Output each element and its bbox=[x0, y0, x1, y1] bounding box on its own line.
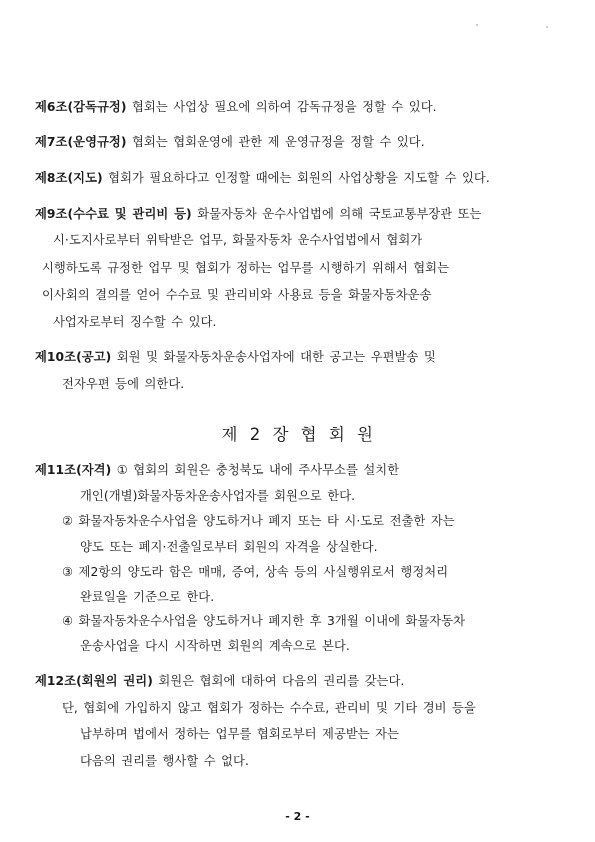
scan-speck bbox=[476, 24, 478, 26]
article-11-line-7: ④ 화물자동차운수사업을 양도하거나 폐지한 후 3개월 이내에 화물자동차 bbox=[62, 614, 466, 628]
article-12-heading: 제12조(회원의 권리) bbox=[35, 674, 153, 688]
article-7-heading: 제7조(운영규정) bbox=[35, 135, 127, 149]
article-12 bbox=[35, 673, 404, 689]
article-11-line-4: 양도 또는 폐지·전출일로부터 회원의 자격을 상실한다. bbox=[80, 540, 378, 554]
article-9-line-3: 시행하도록 규정한 업무 및 협회가 정하는 업무를 시행하기 위해서 협회는 bbox=[42, 261, 449, 275]
article-8 bbox=[35, 170, 490, 186]
scan-speck bbox=[546, 26, 548, 28]
article-9-line-2: 시·도지사로부터 위탁받은 업무, 화물자동차 운수사업법에서 협회가 bbox=[53, 233, 423, 247]
article-9-line-5: 사업자로부터 징수할 수 있다. bbox=[53, 315, 217, 329]
article-7 bbox=[35, 134, 425, 150]
article-11-heading: 제11조(자격) bbox=[35, 463, 112, 477]
article-10 bbox=[35, 349, 436, 365]
article-9 bbox=[35, 206, 481, 222]
article-11 bbox=[35, 462, 399, 478]
article-7-text: 협회는 협회운영에 관한 제 운영규정을 정할 수 있다. bbox=[132, 135, 425, 149]
article-6 bbox=[35, 99, 437, 115]
article-11-line-2: 개인(개별)화물자동차운송사업자를 회원으로 한다. bbox=[80, 489, 356, 503]
article-12-line-4: 다음의 권리를 행사할 수 없다. bbox=[80, 754, 249, 768]
article-8-heading: 제8조(지도) bbox=[35, 171, 103, 185]
article-11-line-5: ③ 제2항의 양도라 함은 매매, 증여, 상속 등의 사실행위로서 행정처리 bbox=[62, 565, 449, 579]
article-11-line-8: 운송사업을 다시 시작하면 회원의 계속으로 본다. bbox=[80, 639, 350, 653]
article-8-text: 협회가 필요하다고 인정할 때에는 회원의 사업상황을 지도할 수 있다. bbox=[108, 171, 490, 185]
chapter-title: 제 2 장 협 회 원 bbox=[221, 425, 374, 444]
article-10-line-1: 회원 및 화물자동차운송사업자에 대한 공고는 우편발송 및 bbox=[116, 350, 436, 364]
article-6-heading: 제6조(감독규정) bbox=[35, 100, 127, 114]
article-12-line-1: 회원은 협회에 대하여 다음의 권리를 갖는다. bbox=[158, 674, 405, 688]
article-9-line-1: 화물자동차 운수사업법에 의해 국토교통부장관 또는 bbox=[197, 207, 482, 221]
article-12-line-3: 납부하며 법에서 정하는 업무를 협회로부터 제공받는 자는 bbox=[80, 727, 400, 741]
page-number: - 2 - bbox=[285, 810, 310, 823]
article-11-line-1: ① 협회의 회원은 충청북도 내에 주사무소를 설치한 bbox=[116, 463, 400, 477]
article-6-text: 협회는 사업상 필요에 의하여 감독규정을 정할 수 있다. bbox=[132, 100, 437, 114]
article-12-line-2: 단, 협회에 가입하지 않고 협회가 정하는 수수료, 관리비 및 기타 경비 등을 bbox=[62, 701, 476, 715]
article-9-heading: 제9조(수수료 및 관리비 등) bbox=[35, 207, 192, 221]
article-11-line-3: ② 화물자동차운수사업을 양도하거나 폐지 또는 타 시·도로 전출한 자는 bbox=[62, 514, 455, 528]
article-9-line-4: 이사회의 결의를 얻어 수수료 및 관리비와 사용료 등을 화물자동차운송 bbox=[42, 288, 432, 302]
article-10-heading: 제10조(공고) bbox=[35, 350, 112, 364]
article-11-line-6: 완료일을 기준으로 한다. bbox=[80, 590, 215, 604]
article-10-line-2: 전자우편 등에 의한다. bbox=[62, 377, 185, 391]
